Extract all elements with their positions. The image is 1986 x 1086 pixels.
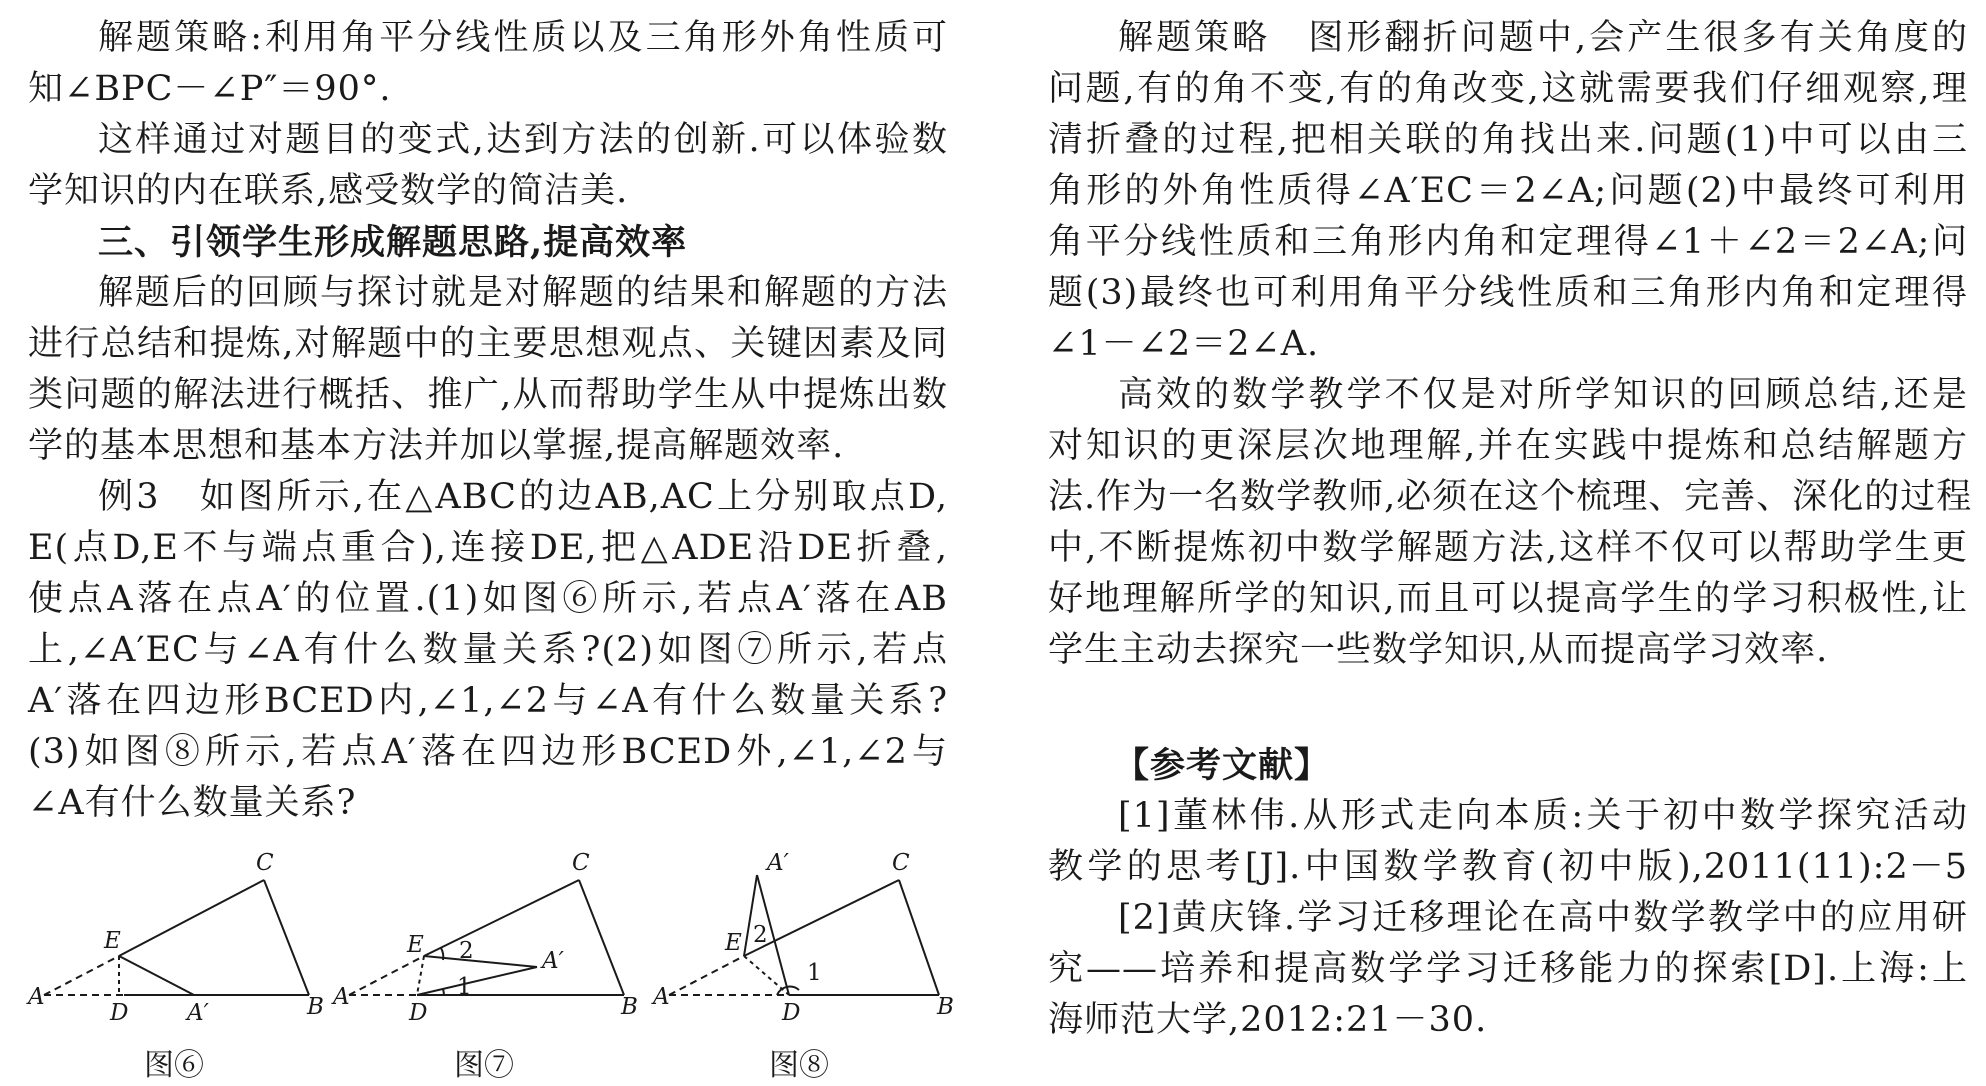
text-line: 学知识的内在联系,感受数学的简洁美.	[28, 171, 629, 211]
label-d: D	[409, 1000, 428, 1026]
label-b: B	[307, 994, 324, 1020]
figure-6-diagram	[24, 840, 324, 1040]
label-b: B	[621, 994, 638, 1020]
text-line: 好地理解所学的知识,而且可以提高学生的学习积极性,让	[1048, 579, 1968, 619]
label-c: C	[256, 850, 274, 876]
reference-line: [1]董林伟.从形式走向本质:关于初中数学探究活动	[1118, 796, 1968, 836]
text-line: 上,∠A′EC与∠A有什么数量关系?(2)如图⑦所示,若点	[28, 630, 948, 670]
text-line: 清折叠的过程,把相关联的角找出来.问题(1)中可以由三	[1048, 120, 1968, 160]
text-line: 对知识的更深层次地理解,并在实践中提炼和总结解题方	[1048, 426, 1968, 466]
strategy-line: 解题策略 图形翻折问题中,会产生很多有关角度的	[1118, 18, 1968, 58]
text-line: 使点A落在点A′的位置.(1)如图⑥所示,若点A′落在AB	[28, 579, 948, 619]
angle-1-label: 1	[807, 960, 822, 986]
label-e: E	[407, 932, 424, 958]
text-line: ∠A有什么数量关系?	[28, 783, 357, 823]
example-line: 例3 如图所示,在△ABC的边AB,AC上分别取点D,	[98, 477, 948, 517]
text-line: 知∠BPC－∠P″＝90°.	[28, 69, 392, 109]
label-a: A	[653, 984, 670, 1010]
label-e: E	[725, 930, 742, 956]
angle-2-label: 2	[459, 938, 474, 964]
label-d: D	[782, 1000, 801, 1026]
label-b: B	[937, 994, 954, 1020]
text-line: E(点D,E不与端点重合),连接DE,把△ADE沿DE折叠,	[28, 528, 948, 568]
figure-caption: 图⑧	[769, 1048, 829, 1083]
text-line: 高效的数学教学不仅是对所学知识的回顾总结,还是	[1118, 375, 1968, 415]
text-line: ∠1－∠2＝2∠A.	[1048, 324, 1320, 364]
label-a: A	[28, 984, 45, 1010]
reference-line: 究——培养和提高数学学习迁移能力的探索[D].上海:上	[1048, 949, 1968, 989]
text-line: 这样通过对题目的变式,达到方法的创新.可以体验数	[98, 120, 948, 160]
references-heading: 【参考文献】	[1114, 745, 1331, 786]
text-line: 法.作为一名数学教师,必须在这个梳理、完善、深化的过程	[1048, 477, 1973, 517]
label-a-prime: A′	[767, 850, 789, 876]
figure-6	[24, 840, 324, 1083]
reference-line: 教学的思考[J].中国数学教育(初中版),2011(11):2－5	[1048, 847, 1968, 887]
text-line: 解题后的回顾与探讨就是对解题的结果和解题的方法	[98, 273, 948, 313]
text-line: 角形的外角性质得∠A′EC＝2∠A;问题(2)中最终可利用	[1048, 171, 1968, 211]
reference-line: 海师范大学,2012:21－30.	[1048, 1000, 1488, 1040]
text-line: 问题,有的角不变,有的角改变,这就需要我们仔细观察,理	[1048, 69, 1968, 109]
label-d: D	[110, 1000, 129, 1026]
reference-line: [2]黄庆锋.学习迁移理论在高中数学教学中的应用研	[1118, 898, 1968, 938]
angle-1-label: 1	[457, 974, 472, 1000]
figure-8	[649, 840, 954, 1083]
text-line: 题(3)最终也可利用角平分线性质和三角形内角和定理得	[1048, 273, 1968, 313]
text-line: 学的基本思想和基本方法并加以掌握,提高解题效率.	[28, 426, 845, 466]
label-c: C	[892, 850, 910, 876]
label-e: E	[104, 928, 121, 954]
label-a: A	[333, 984, 350, 1010]
label-c: C	[572, 850, 590, 876]
text-line: 中,不断提炼初中数学解题方法,这样不仅可以帮助学生更	[1048, 528, 1968, 568]
label-a-prime: A′	[542, 948, 564, 974]
label-a-prime: A′	[187, 1000, 209, 1026]
text-line: 进行总结和提炼,对解题中的主要思想观点、关键因素及同	[28, 324, 948, 364]
figure-8-diagram	[649, 840, 954, 1040]
text-line: (3)如图⑧所示,若点A′落在四边形BCED外,∠1,∠2与	[28, 732, 948, 772]
text-line: 解题策略:利用角平分线性质以及三角形外角性质可	[98, 18, 948, 58]
text-line: A′落在四边形BCED内,∠1,∠2与∠A有什么数量关系?	[28, 681, 948, 721]
text-line: 角平分线性质和三角形内角和定理得∠1＋∠2＝2∠A;问	[1048, 222, 1968, 262]
figure-caption: 图⑥	[144, 1048, 204, 1083]
angle-2-label: 2	[753, 922, 768, 948]
text-line: 学生主动去探究一些数学知识,从而提高学习效率.	[1048, 630, 1829, 670]
figure-caption: 图⑦	[454, 1048, 514, 1083]
figure-7	[329, 840, 639, 1083]
figure-7-diagram	[329, 840, 639, 1040]
text-line: 类问题的解法进行概括、推广,从而帮助学生从中提炼出数	[28, 375, 948, 415]
figure-row	[24, 840, 954, 1083]
section-heading: 三、引领学生形成解题思路,提高效率	[98, 222, 688, 263]
